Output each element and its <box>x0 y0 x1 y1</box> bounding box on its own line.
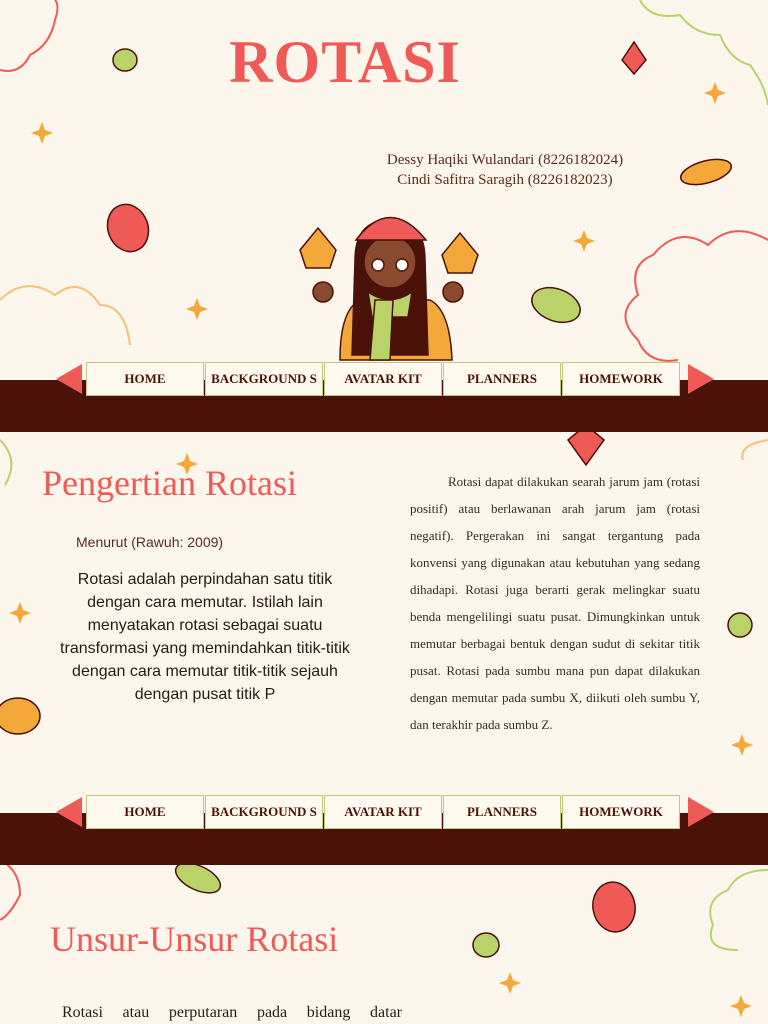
unsur-paragraph: Rotasi atau perputaran pada bidang datar <box>62 1004 402 1021</box>
page-title: ROTASI <box>229 29 461 95</box>
next-arrow-icon[interactable] <box>688 364 714 394</box>
nav-tabs-bottom <box>86 795 681 829</box>
tab-planners[interactable]: PLANNERS <box>443 362 561 396</box>
definition-text: Rotasi adalah perpindahan satu titik dengan cara memutar. Istilah lain menyatakan rotasi sebagai suatu transformasi yang memindahkan titik-titik dengan cara memutar titik-titik sejauh dengan pusat titik P <box>60 571 350 703</box>
section-heading-unsur: Unsur-Unsur Rotasi <box>50 919 339 959</box>
rotation-paragraph: Rotasi dapat dilakukan searah jarum jam (rotasi positif) atau berlawanan arah jarum jam (rotasi negatif). Pergerakan ini sangat tergantung pada konvensi yang digunakan atau kebutuhan yang sedang dihadapi. Rotasi juga berarti gerak melingkar suatu benda mengelilingi suatu pusat. Dimungkinkan untuk memutar berbagai bentuk dengan sudut di sekitar titik pusat. Rotasi pada sumbu mana pun dapat dilakukan dengan memutar pada sumbu X, diikuti oleh sumbu Y, dan terakhir pada sumbu Z. <box>410 474 700 732</box>
tab-homework[interactable]: HOMEWORK <box>562 795 680 829</box>
author-2: Cindi Safitra Saragih (8226182023) <box>397 172 613 188</box>
next-arrow-icon[interactable] <box>688 797 714 827</box>
tab-home[interactable]: HOME <box>86 362 204 396</box>
author-1: Dessy Haqiki Wulandari (8226182024) <box>386 152 624 168</box>
tab-planners[interactable]: PLANNERS <box>443 795 561 829</box>
nav-tabs-top <box>86 362 681 396</box>
tab-backgrounds[interactable]: BACKGROUND S <box>205 795 323 829</box>
source-citation: Menurut (Rawuh: 2009) <box>76 534 224 550</box>
prev-arrow-icon[interactable] <box>56 797 82 827</box>
tab-home[interactable]: HOME <box>86 795 204 829</box>
girl-illustration <box>300 218 478 361</box>
tab-homework[interactable]: HOMEWORK <box>562 362 680 396</box>
prev-arrow-icon[interactable] <box>56 364 82 394</box>
tab-avatar-kit[interactable]: AVATAR KIT <box>324 362 442 396</box>
tab-avatar-kit[interactable]: AVATAR KIT <box>324 795 442 829</box>
section-heading-pengertian: Pengertian Rotasi <box>42 463 297 503</box>
author-list <box>340 150 670 190</box>
tab-backgrounds[interactable]: BACKGROUND S <box>205 362 323 396</box>
